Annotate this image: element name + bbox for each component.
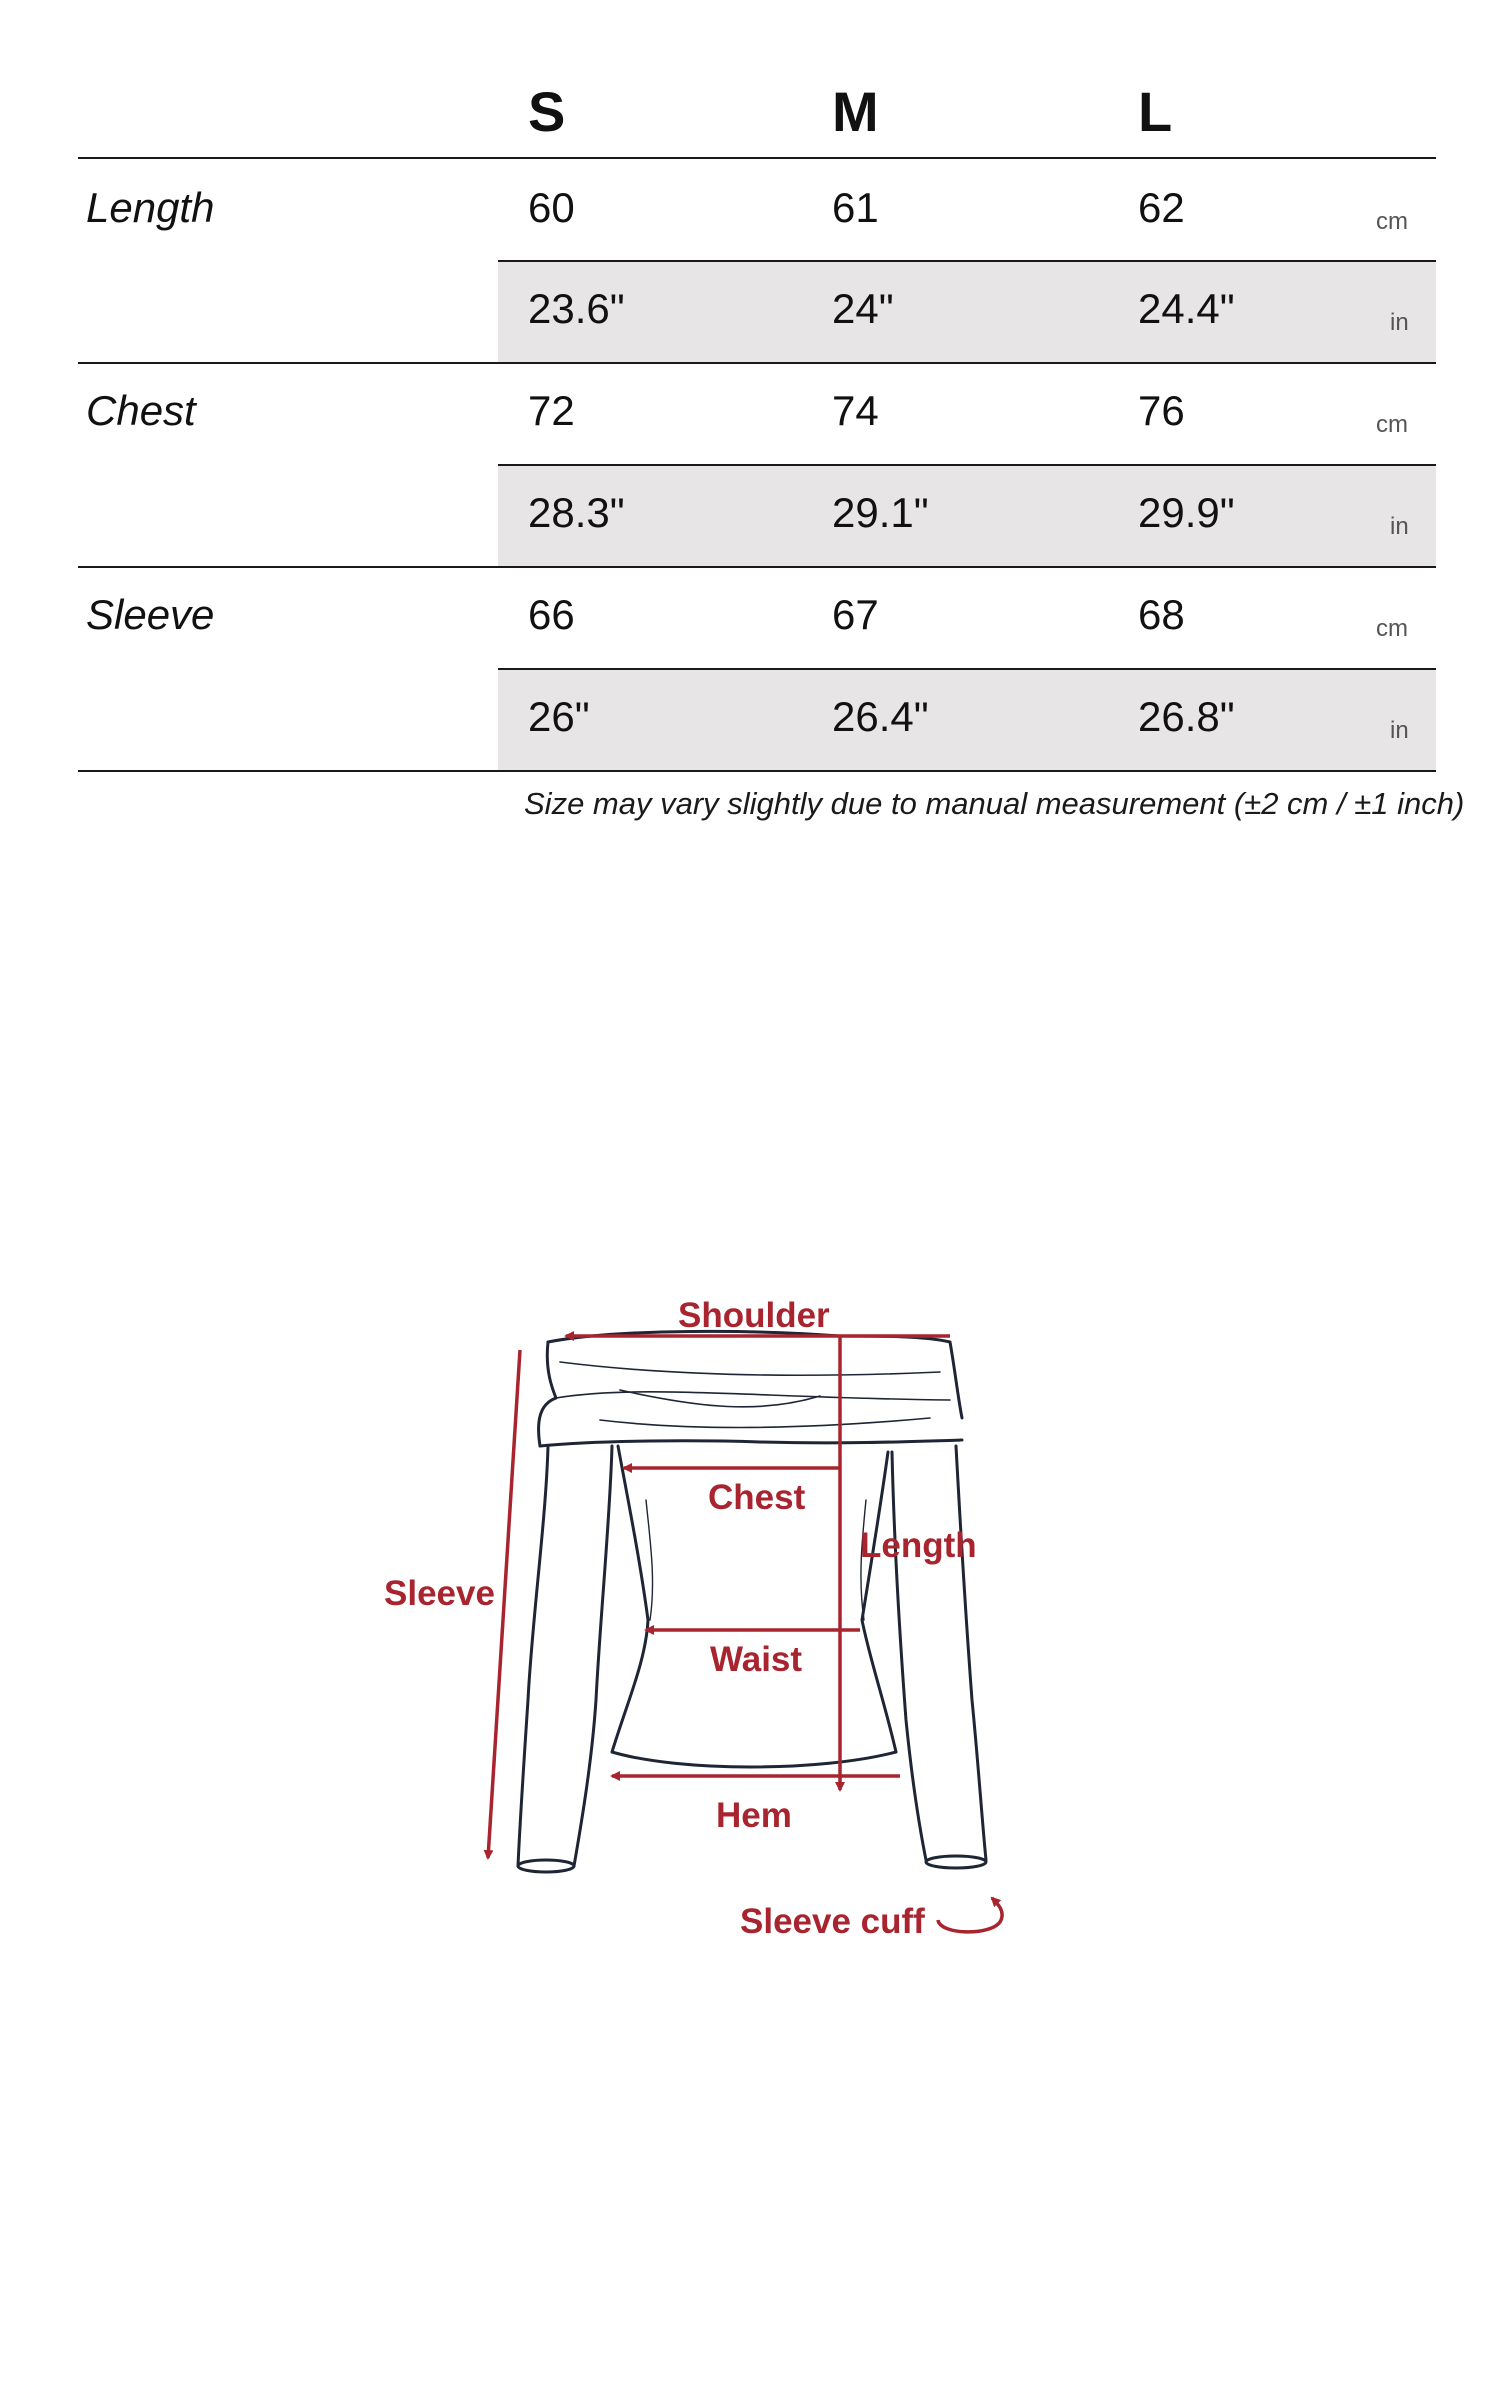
unit-label-cm: cm	[1376, 411, 1408, 438]
off-shoulder-top-outline	[518, 1331, 986, 1872]
label-sleeve-cuff: Sleeve cuff	[740, 1902, 925, 1941]
row-divider	[78, 566, 1436, 568]
chest-m-in: 29.1"	[832, 489, 929, 536]
row-label-sleeve: Sleeve	[86, 591, 215, 638]
length-l-cm: 62	[1138, 184, 1185, 231]
unit-label-in: in	[1390, 309, 1409, 336]
header-divider	[78, 157, 1436, 159]
size-header-m: M	[832, 80, 879, 143]
unit-label-cm: cm	[1376, 208, 1408, 235]
garment-sketch	[0, 1250, 1500, 1950]
row-divider	[78, 770, 1436, 772]
unit-divider	[498, 668, 1436, 670]
sleeve-m-cm: 67	[832, 591, 879, 638]
inch-row-background	[498, 670, 1436, 770]
inch-row-background	[498, 466, 1436, 566]
row-label-length: Length	[86, 184, 215, 231]
sleeve-m-in: 26.4"	[832, 693, 929, 740]
unit-label-in: in	[1390, 513, 1409, 540]
size-header-s: S	[528, 80, 566, 143]
length-s-cm: 60	[528, 184, 575, 231]
unit-label-cm: cm	[1376, 615, 1408, 642]
label-shoulder: Shoulder	[678, 1296, 830, 1335]
label-waist: Waist	[710, 1640, 803, 1679]
measurement-note: Size may vary slightly due to manual measurement (±2 cm / ±1 inch)	[524, 786, 1465, 821]
label-hem: Hem	[716, 1796, 792, 1835]
sleeve-l-in: 26.8"	[1138, 693, 1235, 740]
sleeve-l-cm: 68	[1138, 591, 1185, 638]
size-chart-table	[0, 0, 1500, 860]
chest-l-in: 29.9"	[1138, 489, 1235, 536]
measurement-diagram	[0, 1250, 1500, 1950]
chest-s-cm: 72	[528, 387, 575, 434]
length-m-in: 24"	[832, 285, 894, 332]
sleeve-s-in: 26"	[528, 693, 590, 740]
sleeve-cuff-arrow	[938, 1898, 1002, 1932]
chest-m-cm: 74	[832, 387, 879, 434]
inch-row-background	[498, 262, 1436, 362]
chest-s-in: 28.3"	[528, 489, 625, 536]
unit-label-in: in	[1390, 717, 1409, 744]
unit-divider	[498, 464, 1436, 466]
measurement-arrows	[488, 1336, 1002, 1932]
row-label-chest: Chest	[86, 387, 196, 434]
size-header-l: L	[1138, 80, 1173, 143]
label-sleeve: Sleeve	[384, 1574, 495, 1613]
unit-divider	[498, 260, 1436, 262]
length-m-cm: 61	[832, 184, 879, 231]
label-chest: Chest	[708, 1478, 806, 1517]
row-divider	[78, 362, 1436, 364]
sleeve-s-cm: 66	[528, 591, 575, 638]
chest-l-cm: 76	[1138, 387, 1185, 434]
length-s-in: 23.6"	[528, 285, 625, 332]
length-l-in: 24.4"	[1138, 285, 1235, 332]
label-length: Length	[860, 1526, 977, 1565]
